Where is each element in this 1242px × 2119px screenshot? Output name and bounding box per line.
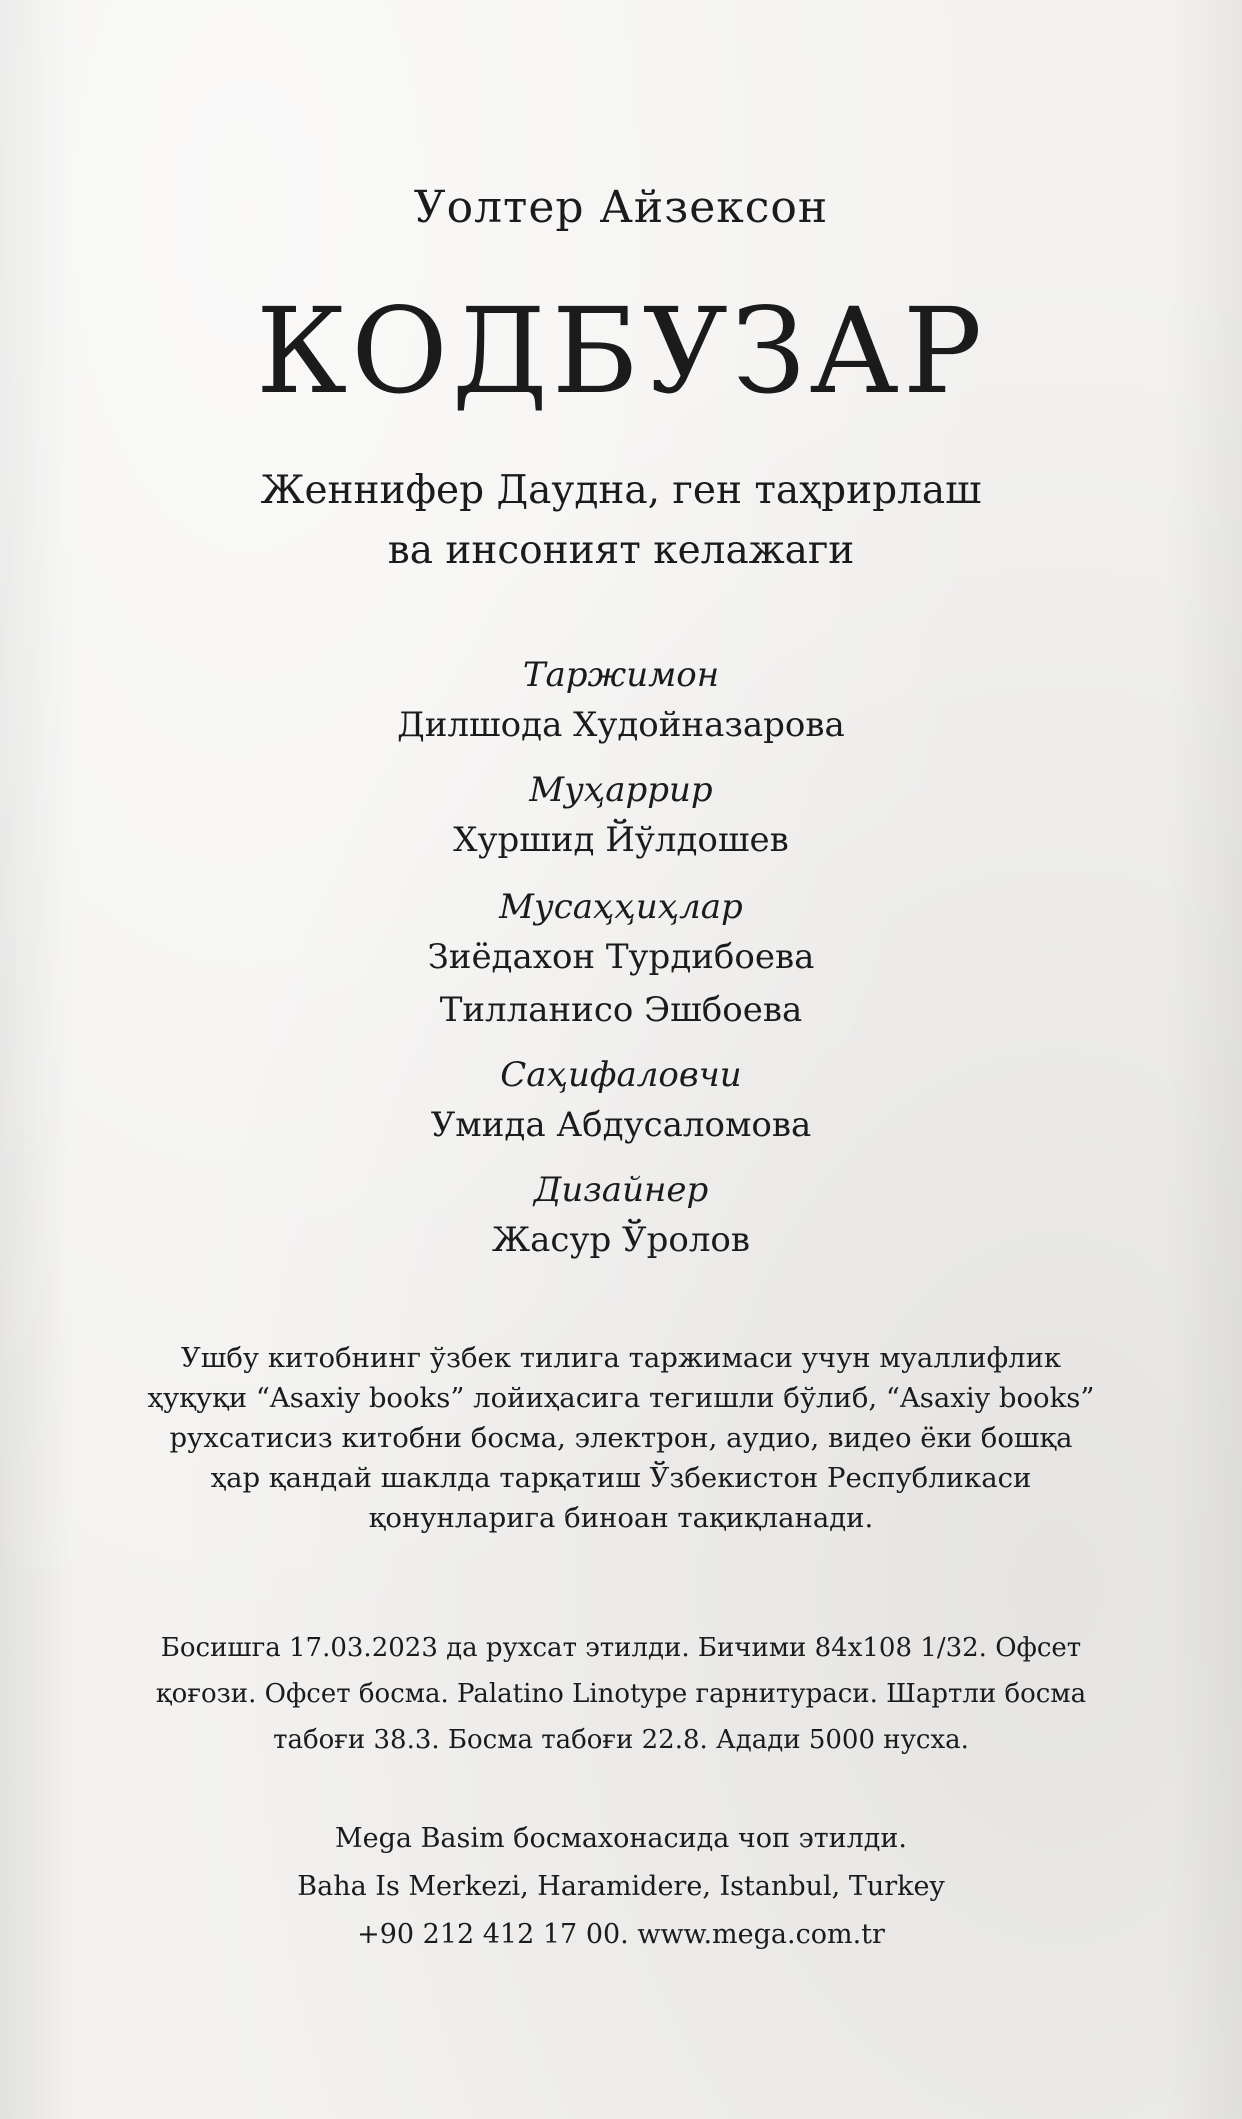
printer-contact: +90 212 412 17 00. www.mega.com.tr: [357, 1919, 885, 1950]
copyright-line: ҳуқуқи “Asaxiy books” лойиҳасига тегишли бўлиб, “Asaxiy books”: [147, 1382, 1095, 1414]
proofreaders-role: Мусаҳҳиҳлар: [499, 887, 743, 927]
editor-role: Муҳаррир: [529, 770, 713, 810]
printing-line: қоғози. Офсет босма. Palatino Linotype гарнитураси. Шартли босма: [155, 1679, 1087, 1709]
editor-name: Хуршид Йўлдошев: [453, 820, 789, 860]
book-subtitle-line: ва инсоният келажаги: [387, 528, 855, 573]
printing-details: [130, 1625, 1112, 1763]
printer-info: [130, 1815, 1112, 1959]
printer-line: Baha Is Merkezi, Haramidere, Istanbul, Turkey: [297, 1871, 945, 1902]
copyright-line: ҳар қандай шаклда тарқатиш Ўзбекистон Республикаси: [210, 1462, 1032, 1494]
book-subtitle-line: Женнифер Даудна, ген таҳрирлаш: [260, 468, 982, 513]
copyright-notice: [130, 1338, 1112, 1538]
book-title: КОДБУЗАР: [255, 282, 987, 420]
designer-role: Дизайнер: [533, 1170, 709, 1210]
translator-name: Дилшода Худойназарова: [397, 705, 845, 745]
proofreader-name: Зиёдахон Турдибоева: [427, 937, 815, 977]
printer-line: Mega Basim босмахонасида чоп этилди.: [334, 1823, 908, 1854]
book-author: Уолтер Айзексон: [413, 182, 829, 233]
layout-role: Саҳифаловчи: [500, 1055, 742, 1095]
copyright-line: Ушбу китобнинг ўзбек тилига таржимаси учун муаллифлик: [180, 1342, 1062, 1374]
proofreader-name: Тилланисо Эшбоева: [439, 990, 803, 1030]
designer-name: Жасур Ўролов: [491, 1220, 751, 1260]
layout-name: Умида Абдусаломова: [430, 1105, 812, 1145]
printing-line: Босишга 17.03.2023 да рухсат этилди. Бичими 84x108 1/32. Офсет: [160, 1633, 1082, 1663]
copyright-line: қонунларига биноан тақиқланади.: [368, 1502, 874, 1534]
translator-role: Таржимон: [522, 655, 720, 695]
copyright-line: рухсатисиз китобни босма, электрон, аудио, видео ёки бошқа: [169, 1422, 1073, 1454]
printing-line: табоғи 38.3. Босма табоғи 22.8. Адади 5000 нусха.: [273, 1725, 969, 1755]
